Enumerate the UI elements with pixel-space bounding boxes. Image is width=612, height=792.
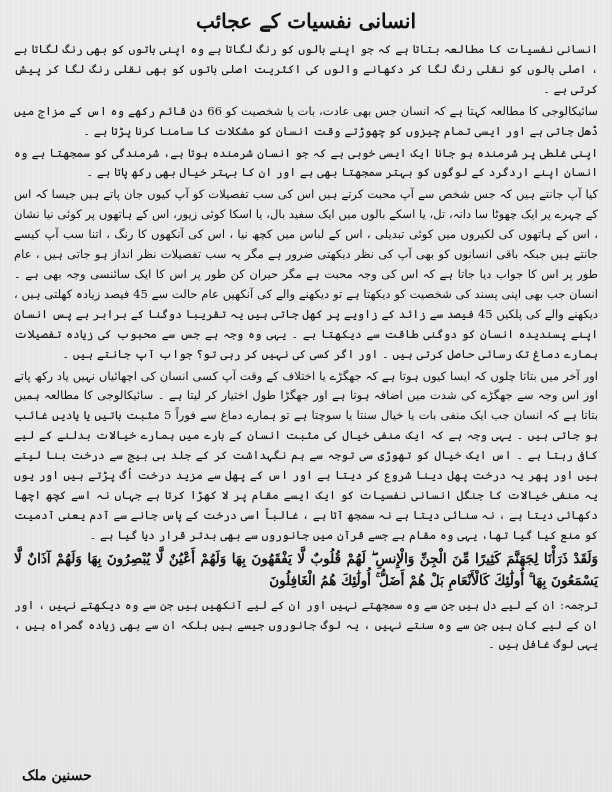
quran-verse: وَلَقَدْ ذَرَأْنَا لِجَهَنَّمَ كَثِيرًا مِّنَ الْجِنِّ وَالْإِنسِ ۖ لَهُمْ قُلُوبٌ لَّا يَفْقَهُونَ بِهَا وَلَهُمْ أَعْيُنٌ لَّا يُبْصِرُونَ بِهَا وَلَهُمْ آذَانٌ لَّا يَسْمَعُونَ بِهَا ۚ أُولَٰئِكَ كَالْأَنْعَامِ بَلْ هُمْ أَضَلُّ ۚ أُولَٰئِكَ هُمُ الْغَافِلُونَ xyxy=(14,550,598,589)
paragraph-hair-color: انسانی نفسیات کا مطالعہ بتاتا ہے کہ جو اپنے بالوں کو رنگ لگاتا ہے وہ اپنی باتوں کو بھی رنگ لگاتا ہے ، اصلی بالوں کو نقلی رنگ لگا کر دکھانے والوں کی اکثریت اصلی باتوں کو بھی نقلی رنگ لگا کر پیش کرتی ہے ۔ xyxy=(14,42,598,96)
author-signature: حسنین ملک xyxy=(22,768,92,784)
verse-translation: ترجمہ: ان کے لیے دل ہیں جن سے وہ سمجھتے نہیں اور ان کے لیے آنکھیں ہیں جن سے وہ دیکھتے نہیں ، اور ان کے لیے کان ہیں جن سے وہ سنتے نہیں ، یہ لوگ جانوروں جیسے ہیں بلکہ ان سے بھی زیادہ گمراہ ہیں ، یہی لوگ غافل ہیں ۔ xyxy=(14,597,598,652)
paragraph-love-details: کیا آپ جانتے ہیں کہ جس شخص سے آپ محبت کرتے ہیں اس کی سب تفصیلات کو آپ کیوں جان پاتے ہیں جیسا کہ اس کے چہرے پر ایک چھوٹا سا دانہ، تل، یا اسکے بالوں میں ایک سفید بال، یا اسکا کوئی زیور، اس کے ہاتھوں پر کوئی نیا نشان ، اس کے ہاتھوں کی لکیروں میں کوئی تبدیلی ، اس کے لباس میں کچھ نیا ، اس کی آنکھوں کا رنگ ، اتنا سب آپ کیسے جانتے ہیں جبکہ باقی انسانوں کو بھی آپ کی نظر دیکھتی ضرور ہے مگر یہ سب تفصیلات نظر انداز ہو جاتی ہیں ، عام طور پر اس کا جواب دیا جاتا ہے کہ اس کی وجہ محبت ہے مگر حیران کن طور پر اس کا ایک سائنسی وجہ بھی ہے ۔ انسان جب بھی اپنی پسند کی شخصیت کو دیکھتا ہے تو دیکھنے والے کی آنکھیں عام حالت سے 45 فیصد زیادہ کھلتی ہیں ، دیکھنے والے کی پلکیں 45 فیصد سے زائد کے زاویے پر کھل جاتی ہیں یہ تقریبا دوگنا کے برابر ہے پس انسان اپنے پسندیدہ انسان کو دوگنی طاقت سے دیکھتا ہے ۔ یہی وہ وجہ ہے جس سے محبوب کی زیادہ تفصیلات ہمارے دماغ تک رسائی حاصل کرتی ہیں ۔ اور اگر کسی کی نہیں کر رہی تو؟ جواب آپ جانتے ہیں ۔ xyxy=(14,187,598,361)
paragraph-66-days: سائیکالوجی کا مطالعہ کہتا ہے کہ انسان جس بھی عادت، بات یا شخصیت کو 66 دن قائم رکھے وہ اس کے مزاج میں ڈھل جاتی ہے اور ایسی تمام چیزوں کو چھوڑتے وقت انسان کو مشکلات کا سامنا کرنا پڑتا ہے ۔ xyxy=(14,103,598,138)
paragraph-embarrassment: اپنی غلطی پر شرمندہ ہو جانا ایک ایسی خوبی ہے کہ جو انسان شرمندہ ہوتا ہے، شرمندگی کو سمجھتا ہے وہ انسان اپنے اردگرد کے لوگوں کو بہتر سمجھتا بھی ہے اور ان کا بہتر خیال بھی رکھ پاتا ہے ۔ xyxy=(14,145,598,180)
page-title: انسانی نفسیات کے عجائب xyxy=(195,9,417,33)
paragraph-negative-thoughts: اور آخر میں بتاتا چلوں کہ ایسا کیوں ہوتا ہے کہ جھگڑے یا اختلاف کے وقت آپ کسی انسان کی اچھائیاں نہیں یاد رکھ پاتے اور اس وجہ سے جھگڑے کی شدت میں اضافہ ہوتا ہے اور جھگڑا طول اختیار کر لیتا ہے ۔ سائیکالوجی کا مطالعہ ہمیں بتاتا ہے کہ انسان جب ایک منفی بات یا خیال سنتا یا سوچتا ہے تو ہمارے دماغ سے فوراً 5 مثبت باتیں یا یادیں غائب ہو جاتی ہیں ۔ یہی وجہ ہے کہ ایک منفی خیال کی مثبت انسان کے بارے میں ہمارے خیالات بدلنے کے لیے کافی رہتا ہے ۔ اس ایک خیال کو تھوڑی سی توجہ سے ہم نگہداشت کر کے جلد ہی بیج سے درخت بنا لیتے ہیں اور پھر یہ درخت پھل دینا شروع کر دیتا ہے اور اس کے پھل سے مزید درخت اُگ پڑتے ہیں اور یوں یہ منفی خیالات کا جنگل انسانی نفسیات کو ایک ایسے مقام پر لا کھڑا کرتا ہے جہاں نہ اسے کچھ اچھا دکھائی دیتا ہے ، نہ سنائی دیتا ہے نہ سمجھ آتا ہے ، غالباً اسی درخت کے پاس جانے سے آدم یعنی آدمیت کو منع کیا گیا تھا، یہی وہ مقام ہے جسے قرآن میں جانوروں سے بھی بدتر قرار دیا گیا ہے ۔ xyxy=(14,368,598,542)
